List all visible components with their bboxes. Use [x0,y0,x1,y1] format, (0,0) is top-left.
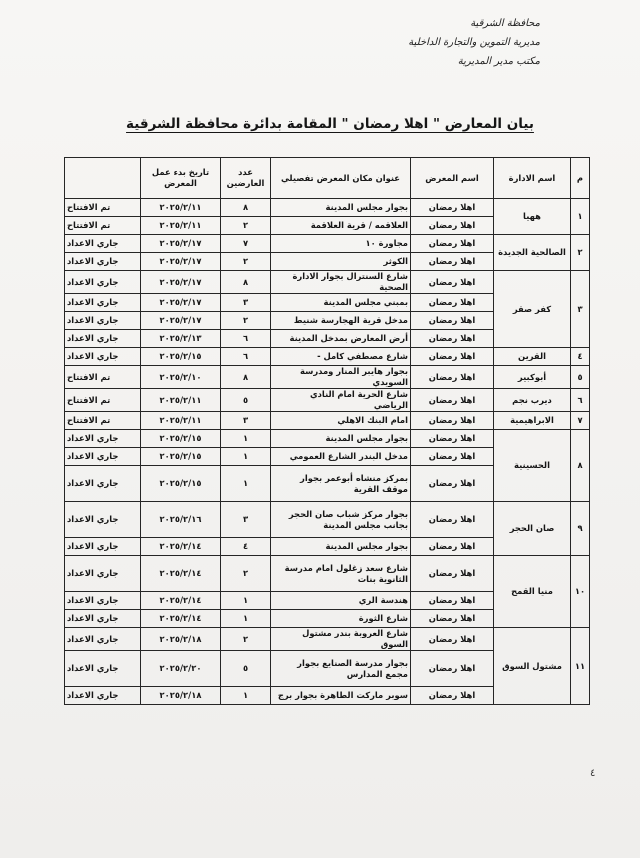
exhibition-name-cell: اهلا رمضان [411,502,494,538]
table-row [65,430,590,448]
exhibitors-count-cell: ١ [221,466,271,502]
start-date-cell: ٢٠٢٥/٢/١١ [141,412,221,430]
exhibitors-count-cell: ١ [221,610,271,628]
location-cell: شارع سعد زغلول امام مدرسة الثانوية بنات [271,556,411,592]
start-date-cell: ٢٠٢٥/٢/٢٠ [141,651,221,687]
status-cell: جاري الاعداد [65,687,141,705]
exhibitors-count-cell: ١ [221,430,271,448]
start-date-cell: ٢٠٢٥/٢/١٤ [141,592,221,610]
location-cell: شارع العروبة بندر مشتول السوق [271,628,411,651]
header-location: عنوان مكان المعرض تفصيلي [271,158,411,199]
exhibitors-count-cell: ٢ [221,556,271,592]
status-cell: جاري الاعداد [65,235,141,253]
row-index-cell: ٩ [571,502,590,556]
exhibition-name-cell: اهلا رمضان [411,389,494,412]
row-index-cell: ١١ [571,628,590,705]
exhibitors-count-cell: ١ [221,448,271,466]
status-cell: جاري الاعداد [65,610,141,628]
exhibitors-count-cell: ٨ [221,366,271,389]
exhibitors-count-cell: ١ [221,687,271,705]
status-cell: جاري الاعداد [65,430,141,448]
start-date-cell: ٢٠٢٥/٢/١٥ [141,348,221,366]
document-title: بيان المعارض " اهلا رمضان " المقامة بدائرة محافظة الشرقية [126,116,534,132]
exhibition-name-cell: اهلا رمضان [411,538,494,556]
administration-cell: الحسينية [494,430,571,502]
location-cell: بجوار مجلس المدينة [271,538,411,556]
exhibition-name-cell: اهلا رمضان [411,466,494,502]
exhibitors-count-cell: ٣ [221,294,271,312]
status-cell: جاري الاعداد [65,271,141,294]
exhibitors-count-cell: ٧ [221,235,271,253]
status-cell: جاري الاعداد [65,348,141,366]
table-row [65,628,590,651]
start-date-cell: ٢٠٢٥/٢/١٥ [141,448,221,466]
status-cell: جاري الاعداد [65,651,141,687]
location-cell: بجوار مجلس المدينة [271,430,411,448]
letterhead-directorate: مديرية التموين والتجارة الداخلية [408,37,540,48]
table-row [65,389,590,412]
exhibitions-table [64,157,590,705]
margin-mark: ٤ [590,768,596,779]
status-cell: تم الافتتاح [65,412,141,430]
exhibition-name-cell: اهلا رمضان [411,412,494,430]
table-body [65,199,590,705]
status-cell: جاري الاعداد [65,448,141,466]
exhibition-name-cell: اهلا رمضان [411,628,494,651]
header-exhibition-name: اسم المعرض [411,158,494,199]
start-date-cell: ٢٠٢٥/٢/١٧ [141,271,221,294]
row-index-cell: ٥ [571,366,590,389]
status-cell: جاري الاعداد [65,294,141,312]
exhibitors-count-cell: ٣ [221,502,271,538]
row-index-cell: ١٠ [571,556,590,628]
row-index-cell: ٢ [571,235,590,271]
start-date-cell: ٢٠٢٥/٢/١٧ [141,312,221,330]
status-cell: جاري الاعداد [65,628,141,651]
header-status [65,158,141,199]
location-cell: مدخل البندر الشارع العمومي [271,448,411,466]
location-cell: العلاقمه / قرية العلاقمة [271,217,411,235]
start-date-cell: ٢٠٢٥/٢/١٤ [141,538,221,556]
exhibitors-count-cell: ٢ [221,312,271,330]
status-cell: جاري الاعداد [65,502,141,538]
administration-cell: الصالحية الجديدة [494,235,571,271]
location-cell: مدخل قرية الهجارسة شنيط [271,312,411,330]
row-index-cell: ٣ [571,271,590,348]
exhibitors-count-cell: ٢ [221,217,271,235]
table-row [65,199,590,217]
location-cell: مجاورة ١٠ [271,235,411,253]
exhibitions-table-wrapper [64,157,589,705]
start-date-cell: ٢٠٢٥/٢/١١ [141,217,221,235]
row-index-cell: ٨ [571,430,590,502]
exhibition-name-cell: اهلا رمضان [411,235,494,253]
row-index-cell: ٧ [571,412,590,430]
header-exhibitors-count: عدد العارضين [221,158,271,199]
row-index-cell: ٦ [571,389,590,412]
location-cell: بجوار مجلس المدينة [271,199,411,217]
exhibition-name-cell: اهلا رمضان [411,430,494,448]
location-cell: بجوار هايبر المنار ومدرسة السويدي [271,366,411,389]
start-date-cell: ٢٠٢٥/٢/١٣ [141,330,221,348]
start-date-cell: ٢٠٢٥/٢/١٠ [141,366,221,389]
exhibition-name-cell: اهلا رمضان [411,348,494,366]
start-date-cell: ٢٠٢٥/٢/١١ [141,199,221,217]
exhibition-name-cell: اهلا رمضان [411,366,494,389]
exhibitors-count-cell: ٥ [221,389,271,412]
exhibition-name-cell: اهلا رمضان [411,253,494,271]
location-cell: امام البنك الاهلي [271,412,411,430]
table-row [65,412,590,430]
exhibitors-count-cell: ٥ [221,651,271,687]
header-start-date: تاريخ بدء عمل المعرض [141,158,221,199]
exhibition-name-cell: اهلا رمضان [411,556,494,592]
start-date-cell: ٢٠٢٥/٢/١٥ [141,430,221,448]
status-cell: تم الافتتاح [65,217,141,235]
administration-cell: القرين [494,348,571,366]
table-row [65,502,590,538]
exhibition-name-cell: اهلا رمضان [411,217,494,235]
location-cell: شارع السنترال بجوار الادارة الصحية [271,271,411,294]
exhibition-name-cell: اهلا رمضان [411,448,494,466]
start-date-cell: ٢٠٢٥/٢/١٧ [141,294,221,312]
administration-cell: مشتول السوق [494,628,571,705]
exhibitors-count-cell: ٣ [221,412,271,430]
administration-cell: كفر صقر [494,271,571,348]
start-date-cell: ٢٠٢٥/٢/١١ [141,389,221,412]
status-cell: جاري الاعداد [65,312,141,330]
administration-cell: منيا القمح [494,556,571,628]
status-cell: تم الافتتاح [65,389,141,412]
exhibition-name-cell: اهلا رمضان [411,651,494,687]
status-cell: جاري الاعداد [65,556,141,592]
exhibitors-count-cell: ٢ [221,253,271,271]
status-cell: تم الافتتاح [65,366,141,389]
letterhead-office: مكتب مدير المديرية [457,56,540,67]
exhibitors-count-cell: ١ [221,592,271,610]
location-cell: هندسة الري [271,592,411,610]
exhibitors-count-cell: ٦ [221,330,271,348]
start-date-cell: ٢٠٢٥/٢/١٧ [141,253,221,271]
status-cell: جاري الاعداد [65,592,141,610]
exhibitors-count-cell: ٦ [221,348,271,366]
location-cell: أرض المعارض بمدخل المدينة [271,330,411,348]
location-cell: شارع الحرية امام النادي الرياضي [271,389,411,412]
exhibition-name-cell: اهلا رمضان [411,687,494,705]
start-date-cell: ٢٠٢٥/٢/١٨ [141,628,221,651]
exhibition-name-cell: اهلا رمضان [411,199,494,217]
status-cell: جاري الاعداد [65,330,141,348]
table-row [65,235,590,253]
start-date-cell: ٢٠٢٥/٢/١٧ [141,235,221,253]
exhibitors-count-cell: ٢ [221,628,271,651]
start-date-cell: ٢٠٢٥/٢/١٨ [141,687,221,705]
location-cell: سوبر ماركت الطاهرة بجوار برج [271,687,411,705]
exhibition-name-cell: اهلا رمضان [411,610,494,628]
exhibitors-count-cell: ٨ [221,271,271,294]
exhibition-name-cell: اهلا رمضان [411,592,494,610]
row-index-cell: ١ [571,199,590,235]
table-row [65,348,590,366]
letterhead [390,14,540,71]
start-date-cell: ٢٠٢٥/٢/١٦ [141,502,221,538]
start-date-cell: ٢٠٢٥/٢/١٤ [141,610,221,628]
header-index: م [571,158,590,199]
start-date-cell: ٢٠٢٥/٢/١٥ [141,466,221,502]
table-header-row [65,158,590,199]
administration-cell: أبوكبير [494,366,571,389]
letterhead-governorate: محافظة الشرقية [470,18,540,29]
location-cell: شارع مصطفي كامل - [271,348,411,366]
status-cell: تم الافتتاح [65,199,141,217]
administration-cell: الابراهيمية [494,412,571,430]
exhibition-name-cell: اهلا رمضان [411,271,494,294]
status-cell: جاري الاعداد [65,253,141,271]
exhibition-name-cell: اهلا رمضان [411,312,494,330]
status-cell: جاري الاعداد [65,538,141,556]
exhibition-name-cell: اهلا رمضان [411,294,494,312]
location-cell: بجوار مدرسة الصنايع بجوار مجمع المدارس [271,651,411,687]
table-row [65,556,590,592]
exhibitors-count-cell: ٨ [221,199,271,217]
table-row [65,271,590,294]
header-administration: اسم الادارة [494,158,571,199]
location-cell: بمركز منشاه أبوعمر بجوار موقف القرية [271,466,411,502]
location-cell: بجوار مركز شباب صان الحجر بجانب مجلس المدينة [271,502,411,538]
administration-cell: ديرب نجم [494,389,571,412]
exhibitors-count-cell: ٤ [221,538,271,556]
start-date-cell: ٢٠٢٥/٢/١٤ [141,556,221,592]
location-cell: بمبني مجلس المدينة [271,294,411,312]
exhibition-name-cell: اهلا رمضان [411,330,494,348]
row-index-cell: ٤ [571,348,590,366]
table-row [65,366,590,389]
administration-cell: صان الحجر [494,502,571,556]
status-cell: جاري الاعداد [65,466,141,502]
location-cell: شارع الثورة [271,610,411,628]
administration-cell: ههيا [494,199,571,235]
location-cell: الكوثر [271,253,411,271]
